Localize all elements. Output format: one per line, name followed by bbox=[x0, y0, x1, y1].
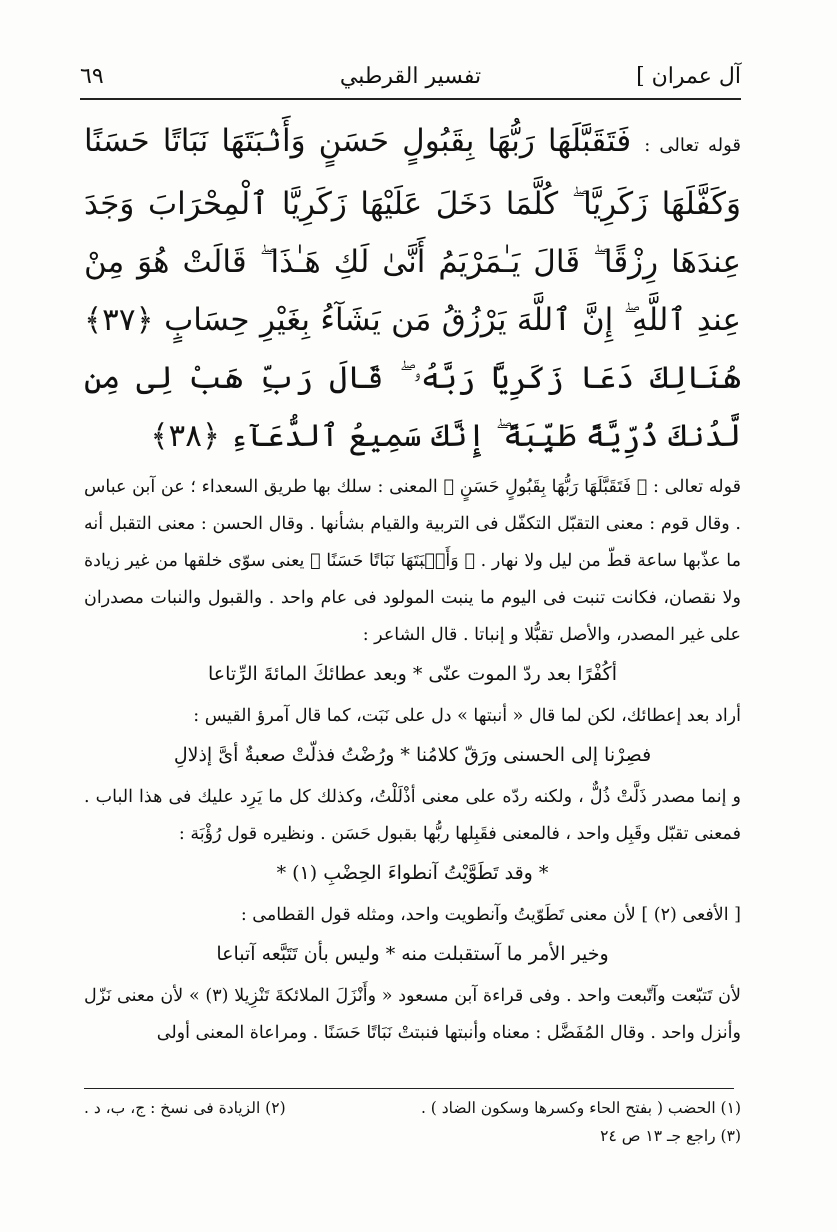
commentary-paragraph-1: قوله تعالى : ﴿ فَتَقَبَّلَهَا رَبُّهَا بِقَبُولٍ حَسَنٍ ﴾ المعنى : سلك بها طريق السعداء ؛ عن آبن عباس . وقال قوم : معنى التقبّل التكفّل فى التربية والقيام بشأنها . وقال الحسن : معنى التقبل أنه ما عذّبها ساعة قطّ من ليل ولا نهار . ﴿ وَأَنۢبَتَهَا نَبَاتًا حَسَنًا ﴾ يعنى سوّى خلقها من غير زيادة ولا نقصان، فكانت تنبت فى اليوم ما ينبت المولود فى عام واحد . والقبول والنبات مصدران على غير المصدر، والأصل تقبُّلا و إنباتا . قال الشاعر : bbox=[84, 477, 741, 645]
footnotes bbox=[84, 1094, 741, 1150]
footnote-2: (٢) الزيادة فى نسخ : ج، ب، د . bbox=[84, 1099, 286, 1117]
footnote-rule bbox=[84, 1088, 734, 1089]
running-book-title: تفسير القرطبي bbox=[339, 64, 482, 89]
page-body bbox=[84, 112, 741, 1052]
quran-verse-block bbox=[84, 112, 741, 465]
verse-lead: قوله تعالى : bbox=[644, 135, 742, 156]
commentary-paragraph-5: لأن تَتبّعت وآتّبعت واحد . وفى قراءة آبن مسعود « وأَنْزَلَ الملائكةَ تَنْزِيلا (٣) » لأن معنى نَزّل وأنزل واحد . وقال المُفَضَّل : معناه وأنبتها فنبتتْ نَبَاتًا حَسَنًا . ومراعاة المعنى أولى bbox=[84, 986, 741, 1043]
header-rule bbox=[80, 98, 741, 100]
poetry-line-2: فصِرْنا إلى الحسنى ورَقّ كلامُنا * ورُضْتُ فذلّتْ صعبةٌ أىَّ إذلالِ bbox=[173, 744, 652, 766]
commentary-paragraph-2: أراد بعد إعطائك، لكن لما قال « أنبتها » دل على نَبَت، كما قال آمرؤ القيس : bbox=[193, 706, 741, 726]
commentary-paragraph-3: و إنما مصدر ذَلَّتْ ذُلٌّ ، ولكنه ردّه على معنى أذْلَلْتُ، وكذلك كل ما يَرِد عليك فى هذا الباب . فمعنى تقبّل وقَبِل واحد ، فالمعنى فقَبِلها ربُّها بقبول حَسَن . ونظيره قول رُؤْبَة : bbox=[84, 787, 741, 844]
footnote-3: (٣) راجع جـ ١٣ ص ٢٤ bbox=[600, 1127, 741, 1145]
verse-text: فَتَقَبَّلَهَا رَبُّهَا بِقَبُولٍ حَسَنٍ وَأَنۢبَتَهَا نَبَاتًا حَسَنًا وَكَفَّلَهَا زَكَرِيَّا ۖ كُلَّمَا دَخَلَ عَلَيْهَا زَكَرِيَّا ٱلْمِحْرَابَ وَجَدَ عِندَهَا رِزْقًا ۖ قَالَ يَـٰمَرْيَمُ أَنَّىٰ لَكِ هَـٰذَا ۖ قَالَتْ هُوَ مِنْ عِندِ ٱللَّهِ ۖ إِنَّ ٱللَّهَ يَرْزُقُ مَن يَشَآءُ بِغَيْرِ حِسَابٍ ﴿٣٧﴾ هُنَالِكَ دَعَا زَكَرِيَّا رَبَّهُۥ ۖ قَالَ رَبِّ هَبْ لِى مِن لَّدُنكَ ذُرِّيَّةً طَيِّبَةً ۖ إِنَّكَ سَمِيعُ ٱلدُّعَآءِ ﴿٣٨﴾ bbox=[84, 123, 741, 454]
footnote-1: (١) الحضب ( بفتح الحاء وكسرها وسكون الضاد ) . bbox=[420, 1099, 741, 1117]
poetry-line-3: * وقد تَطَوَّيْتُ آنطواءَ الحِضْبِ (١) * bbox=[276, 862, 549, 884]
poetry-line-1: أكُفْرًا بعد ردّ الموت عنّى * وبعد عطائكَ المائةَ الرِّتاعا bbox=[208, 663, 617, 685]
poetry-line-4: وخير الأمر ما آستقبلت منه * وليس بأن تَتَبَّعه آتباعا bbox=[216, 943, 609, 965]
page-header bbox=[80, 60, 741, 94]
running-section-title: آل عمران ] bbox=[636, 64, 741, 89]
commentary-paragraph-4: [ الأفعى (٢) ] لأن معنى تَطَوّيتُ وآنطويت واحد، ومثله قول القطامى : bbox=[240, 905, 741, 925]
page-number: ٦٩ bbox=[80, 64, 104, 89]
